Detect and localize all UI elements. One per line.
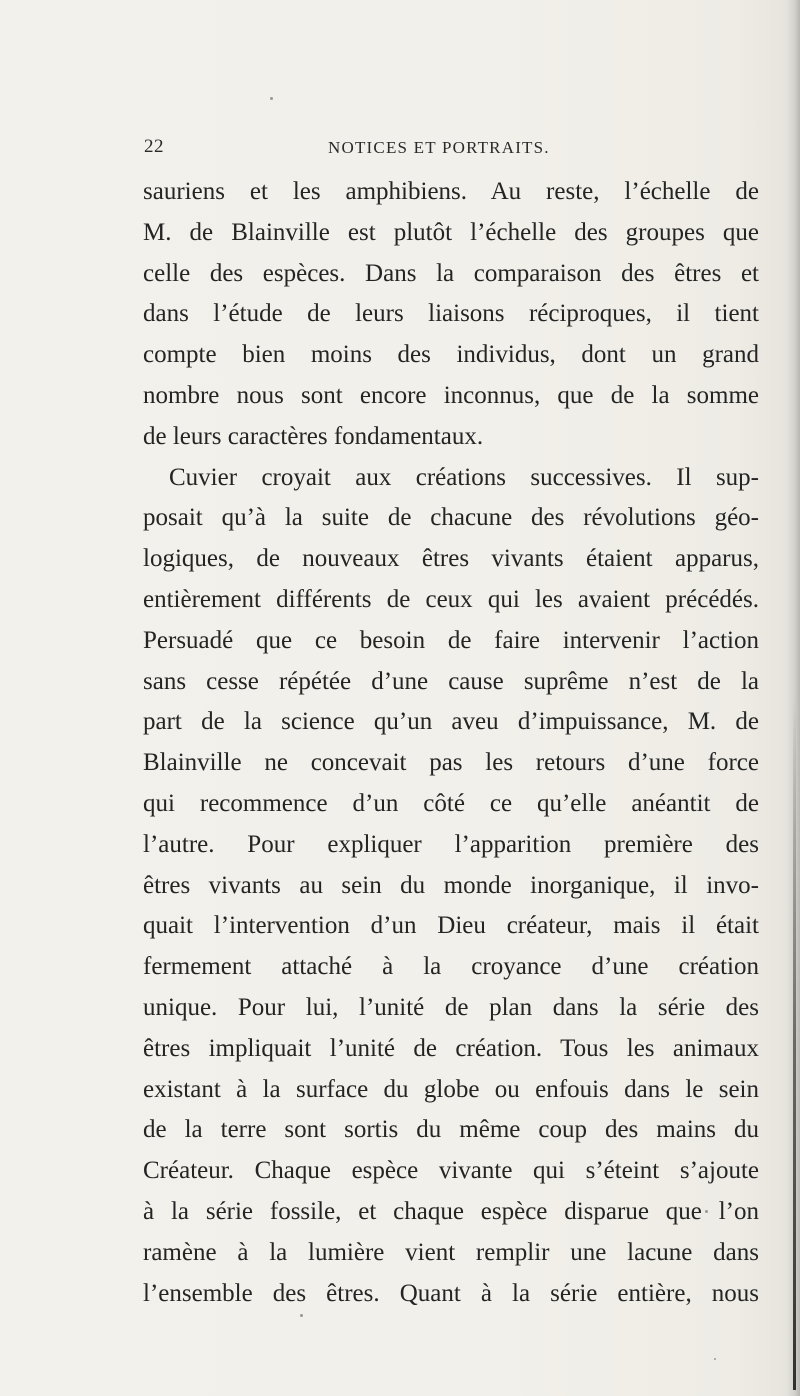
- page-header: [0, 136, 800, 164]
- text-line: celle des espèces. Dans la comparaison des êtres et: [143, 259, 759, 287]
- text-line: compte bien moins des individus, dont un grand: [143, 341, 759, 369]
- text-line: qui recommence d’un côté ce qu’elle anéantit de: [143, 789, 759, 817]
- text-line: sans cesse répétée d’une cause suprême n’est de la: [143, 667, 759, 695]
- text-line: logiques, de nouveaux êtres vivants étaient apparus,: [143, 545, 759, 573]
- text-line: Blainville ne concevait pas les retours d’une force: [143, 749, 759, 777]
- text-line: posait qu’à la suite de chacune des révolutions géo-: [143, 504, 759, 532]
- text-line: êtres impliquait l’unité de création. Tous les animaux: [143, 1034, 759, 1062]
- text-line: Cuvier croyait aux créations successives. Il sup-: [169, 463, 759, 491]
- body-text: [143, 172, 759, 1314]
- text-line: part de la science qu’un aveu d’impuissance, M. de: [143, 708, 759, 736]
- page-number: 22: [144, 136, 164, 157]
- text-line: M. de Blainville est plutôt l’échelle des groupes que: [143, 218, 759, 246]
- text-line: sauriens et les amphibiens. Au reste, l’échelle de: [143, 178, 759, 205]
- text-line: entièrement différents de ceux qui les avaient précédés.: [143, 585, 759, 613]
- page-binding-edge: [793, 700, 796, 1390]
- text-line: de la terre sont sortis du même coup des mains du: [143, 1116, 759, 1144]
- text-line: à la série fossile, et chaque espèce disparue que l’on: [143, 1197, 759, 1225]
- paper-speck: [714, 1358, 716, 1360]
- text-line: existant à la surface du globe ou enfouis dans le sein: [143, 1075, 759, 1103]
- text-line: nombre nous sont encore inconnus, que de la somme: [143, 381, 759, 409]
- running-head: NOTICES ET PORTRAITS.: [328, 138, 550, 157]
- paper-speck: [270, 97, 273, 100]
- paper-speck: [300, 1314, 303, 1317]
- text-line: quait l’intervention d’un Dieu créateur, mais il était: [143, 912, 759, 940]
- text-line: fermement attaché à la croyance d’une création: [143, 953, 759, 981]
- text-line: unique. Pour lui, l’unité de plan dans la série des: [143, 993, 759, 1021]
- text-line: dans l’étude de leurs liaisons réciproques, il tient: [143, 300, 759, 328]
- text-line: Créateur. Chaque espèce vivante qui s’éteint s’ajoute: [143, 1157, 759, 1185]
- text-line: êtres vivants au sein du monde inorganique, il invo-: [143, 871, 759, 899]
- text-line: de leurs caractères fondamentaux.: [143, 422, 484, 450]
- text-line: l’autre. Pour expliquer l’apparition première des: [143, 830, 759, 858]
- text-line: Persuadé que ce besoin de faire intervenir l’action: [143, 626, 759, 654]
- text-line: ramène à la lumière vient remplir une lacune dans: [143, 1238, 759, 1266]
- text-line: l’ensemble des êtres. Quant à la série entière, nous: [143, 1279, 759, 1307]
